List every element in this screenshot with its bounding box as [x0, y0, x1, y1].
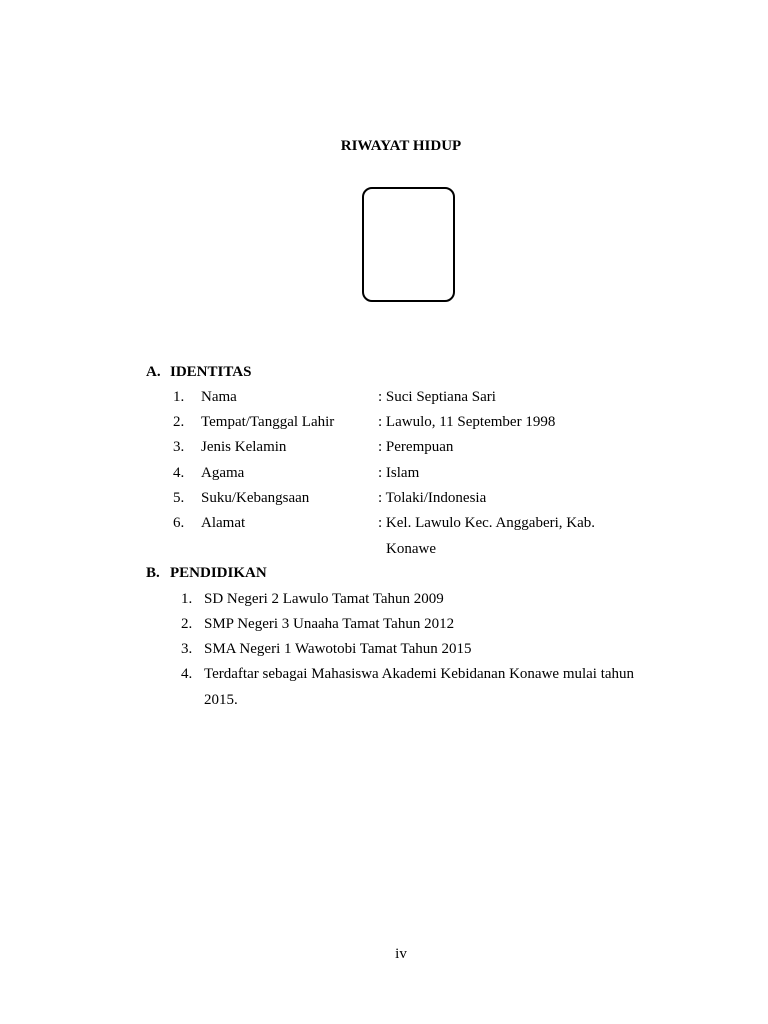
section-letter: A.: [146, 364, 161, 380]
section-title: PENDIDIKAN: [170, 565, 267, 581]
row-label: Tempat/Tanggal Lahir: [201, 414, 335, 430]
item-text: SD Negeri 2 Lawulo Tamat Tahun 2009: [204, 591, 444, 607]
section-title: IDENTITAS: [170, 364, 252, 380]
item-text-continuation: 2015.: [204, 692, 238, 708]
row-label: Suku/Kebangsaan: [201, 490, 310, 506]
page-title: RIWAYAT HIDUP: [340, 138, 462, 154]
row-value: : Lawulo, 11 September 1998: [378, 414, 556, 430]
row-value: : Suci Septiana Sari: [378, 389, 496, 405]
row-number: 5.: [173, 490, 185, 506]
item-number: 4.: [181, 666, 193, 682]
photo-placeholder: [362, 187, 455, 302]
item-text: Terdaftar sebagai Mahasiswa Akademi Kebidanan Konawe mulai tahun: [204, 666, 635, 682]
row-number: 4.: [173, 465, 185, 481]
address-continuation: Konawe: [386, 541, 436, 557]
row-label: Agama: [201, 465, 245, 481]
row-number: 6.: [173, 515, 185, 531]
item-number: 1.: [181, 591, 193, 607]
row-value: : Tolaki/Indonesia: [378, 490, 487, 506]
row-number: 1.: [173, 389, 185, 405]
item-number: 3.: [181, 641, 193, 657]
item-text: SMP Negeri 3 Unaaha Tamat Tahun 2012: [204, 616, 455, 632]
row-label: Nama: [201, 389, 237, 405]
section-identitas-heading: [146, 364, 251, 381]
section-pendidikan-heading: [146, 565, 267, 582]
row-value: : Islam: [378, 465, 420, 481]
row-number: 2.: [173, 414, 185, 430]
section-letter: B.: [146, 565, 160, 581]
page-number: iv: [395, 946, 407, 962]
row-label: Jenis Kelamin: [201, 439, 287, 455]
item-text: SMA Negeri 1 Wawotobi Tamat Tahun 2015: [204, 641, 472, 657]
row-value: : Perempuan: [378, 439, 454, 455]
row-value: : Kel. Lawulo Kec. Anggaberi, Kab.: [378, 515, 596, 531]
row-number: 3.: [173, 439, 185, 455]
item-number: 2.: [181, 616, 193, 632]
row-label: Alamat: [201, 515, 246, 531]
